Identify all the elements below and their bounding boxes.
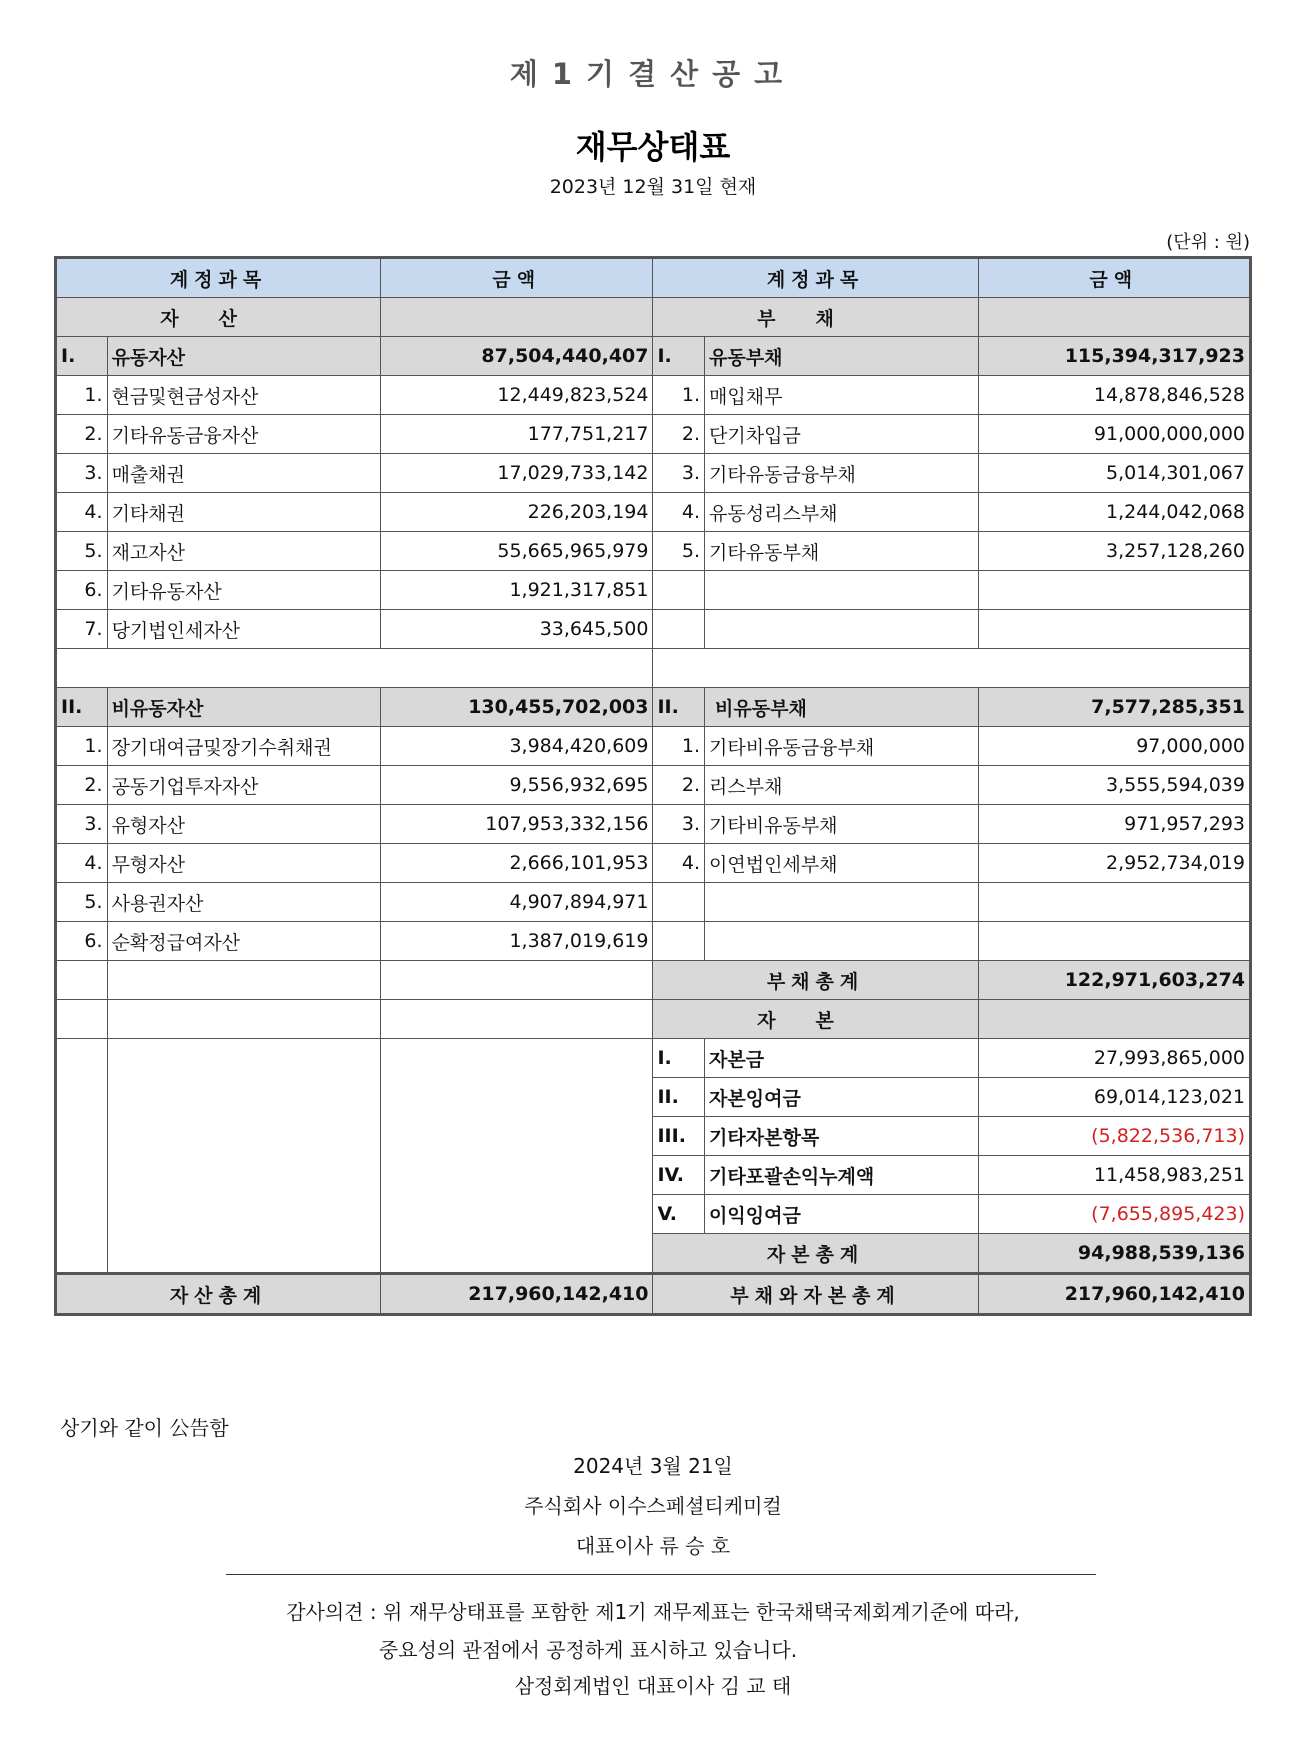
company-name: 주식회사 이수스페셜티케미컬 — [524, 1494, 782, 1518]
liab-current-amount: 115,394,317,923 — [978, 337, 1250, 376]
item-amount: 1,387,019,619 — [381, 922, 653, 961]
table-row — [56, 844, 1251, 883]
equity-total-label: 자본총계 — [653, 1234, 978, 1274]
blank-cell — [56, 1000, 108, 1039]
liabilities-total-row — [56, 961, 1251, 1000]
equity-amount: 69,014,123,021 — [978, 1078, 1250, 1117]
assets-noncurrent-roman: II. — [56, 688, 108, 727]
equity-label: 기타포괄손익누계액 — [705, 1156, 979, 1195]
liab-current-roman: I. — [653, 337, 705, 376]
item-label: 매입채무 — [705, 376, 979, 415]
equity-section-label: 자본 — [653, 1000, 978, 1039]
table-row — [56, 454, 1251, 493]
item-number: 1. — [56, 376, 108, 415]
item-label: 유형자산 — [107, 805, 381, 844]
item-label: 당기법인세자산 — [107, 610, 381, 649]
item-amount: 17,029,733,142 — [381, 454, 653, 493]
blank-cell — [978, 571, 1250, 610]
equity-label: 자본잉여금 — [705, 1078, 979, 1117]
item-label: 기타채권 — [107, 493, 381, 532]
blank-cell — [381, 298, 653, 337]
blank-cell — [978, 298, 1250, 337]
equity-label: 자본금 — [705, 1039, 979, 1078]
assets-total-label: 자산총계 — [56, 1274, 381, 1315]
item-label: 단기차입금 — [705, 415, 979, 454]
blank-cell — [107, 1039, 381, 1274]
item-number: 2. — [653, 766, 705, 805]
item-number: 1. — [653, 376, 705, 415]
blank-cell — [56, 1039, 108, 1274]
assets-section-label: 자산 — [56, 298, 381, 337]
table-row — [56, 532, 1251, 571]
assets-current-amount: 87,504,440,407 — [381, 337, 653, 376]
table-row — [56, 883, 1251, 922]
liabilities-section-label: 부채 — [653, 298, 978, 337]
grand-total-row — [56, 1274, 1251, 1315]
item-amount: 5,014,301,067 — [978, 454, 1250, 493]
header-account-left: 계정과목 — [56, 258, 381, 298]
liab-current-label: 유동부채 — [705, 337, 979, 376]
item-amount: 3,257,128,260 — [978, 532, 1250, 571]
section-row — [56, 298, 1251, 337]
equity-amount: 11,458,983,251 — [978, 1156, 1250, 1195]
header-amount-left: 금액 — [381, 258, 653, 298]
liabilities-total-amount: 122,971,603,274 — [978, 961, 1250, 1000]
item-amount: 3,555,594,039 — [978, 766, 1250, 805]
item-number: 3. — [653, 454, 705, 493]
item-label: 기타유동금융부채 — [705, 454, 979, 493]
blank-cell — [653, 649, 1251, 688]
item-number: 4. — [56, 844, 108, 883]
balance-sheet-table — [54, 256, 1252, 1316]
notice-title: 제1기결산공고 — [509, 57, 797, 91]
item-label: 공동기업투자자산 — [107, 766, 381, 805]
equity-roman: V. — [653, 1195, 705, 1234]
table-row — [56, 610, 1251, 649]
grand-total-label: 부채와자본총계 — [653, 1274, 978, 1315]
item-amount: 1,244,042,068 — [978, 493, 1250, 532]
item-label: 이연법인세부채 — [705, 844, 979, 883]
table-row — [56, 1039, 1251, 1078]
header-account-right: 계정과목 — [653, 258, 978, 298]
equity-amount: 27,993,865,000 — [978, 1039, 1250, 1078]
item-number: 5. — [653, 532, 705, 571]
equity-label: 기타자본항목 — [705, 1117, 979, 1156]
item-amount: 14,878,846,528 — [978, 376, 1250, 415]
document-title: 재무상태표 — [575, 128, 731, 166]
table-row — [56, 376, 1251, 415]
blank-cell — [978, 610, 1250, 649]
blank-cell — [705, 922, 979, 961]
table-row — [56, 805, 1251, 844]
item-amount: 55,665,965,979 — [381, 532, 653, 571]
item-amount: 2,952,734,019 — [978, 844, 1250, 883]
as-of-date: 2023년 12월 31일 현재 — [549, 176, 757, 198]
blank-cell — [381, 1000, 653, 1039]
item-amount: 12,449,823,524 — [381, 376, 653, 415]
item-label: 재고자산 — [107, 532, 381, 571]
assets-noncurrent-label: 비유동자산 — [107, 688, 381, 727]
item-amount: 177,751,217 — [381, 415, 653, 454]
item-label: 순확정급여자산 — [107, 922, 381, 961]
liab-noncurrent-amount: 7,577,285,351 — [978, 688, 1250, 727]
item-amount: 91,000,000,000 — [978, 415, 1250, 454]
ceo-name: 대표이사 류 승 호 — [575, 1534, 731, 1558]
item-number: 5. — [56, 532, 108, 571]
item-amount: 107,953,332,156 — [381, 805, 653, 844]
blank-cell — [653, 922, 705, 961]
item-label: 사용권자산 — [107, 883, 381, 922]
blank-cell — [653, 571, 705, 610]
blank-cell — [107, 961, 381, 1000]
table-header-row — [56, 258, 1251, 298]
item-number: 3. — [56, 454, 108, 493]
item-amount: 1,921,317,851 — [381, 571, 653, 610]
equity-section-row — [56, 1000, 1251, 1039]
notice-date: 2024년 3월 21일 — [573, 1454, 733, 1478]
divider — [226, 1574, 1096, 1575]
table-row — [56, 727, 1251, 766]
item-number: 4. — [653, 844, 705, 883]
item-label: 기타유동부채 — [705, 532, 979, 571]
table-row — [56, 922, 1251, 961]
blank-cell — [705, 883, 979, 922]
unit-label: (단위 : 원) — [1166, 232, 1250, 253]
item-number: 4. — [56, 493, 108, 532]
item-number: 2. — [56, 415, 108, 454]
blank-cell — [653, 610, 705, 649]
current-subtotal-row — [56, 337, 1251, 376]
equity-label: 이익잉여금 — [705, 1195, 979, 1234]
header-amount-right: 금액 — [978, 258, 1250, 298]
audit-opinion-line2: 중요성의 관점에서 공정하게 표시하고 있습니다. — [378, 1638, 798, 1662]
liab-noncurrent-roman: II. — [653, 688, 705, 727]
item-amount: 97,000,000 — [978, 727, 1250, 766]
liabilities-total-label: 부채총계 — [653, 961, 978, 1000]
item-number: 4. — [653, 493, 705, 532]
item-label: 기타비유동금융부채 — [705, 727, 979, 766]
item-number: 3. — [653, 805, 705, 844]
item-amount: 33,645,500 — [381, 610, 653, 649]
item-amount: 4,907,894,971 — [381, 883, 653, 922]
blank-cell — [653, 883, 705, 922]
item-label: 무형자산 — [107, 844, 381, 883]
item-label: 기타비유동부채 — [705, 805, 979, 844]
blank-cell — [56, 649, 653, 688]
item-amount: 971,957,293 — [978, 805, 1250, 844]
assets-current-label: 유동자산 — [107, 337, 381, 376]
item-label: 리스부채 — [705, 766, 979, 805]
item-label: 장기대여금및장기수취채권 — [107, 727, 381, 766]
blank-cell — [381, 961, 653, 1000]
blank-cell — [978, 922, 1250, 961]
table-row — [56, 766, 1251, 805]
item-number: 5. — [56, 883, 108, 922]
blank-cell — [705, 571, 979, 610]
item-label: 기타유동금융자산 — [107, 415, 381, 454]
item-label: 현금및현금성자산 — [107, 376, 381, 415]
noncurrent-subtotal-row — [56, 688, 1251, 727]
item-number: 1. — [653, 727, 705, 766]
blank-cell — [705, 610, 979, 649]
table-row — [56, 493, 1251, 532]
blank-cell — [107, 1000, 381, 1039]
equity-total-amount: 94,988,539,136 — [978, 1234, 1250, 1274]
liab-noncurrent-label: 비유동부채 — [705, 688, 979, 727]
blank-cell — [978, 1000, 1250, 1039]
item-label: 유동성리스부채 — [705, 493, 979, 532]
table-row — [56, 571, 1251, 610]
equity-amount-negative: (5,822,536,713) — [978, 1117, 1250, 1156]
item-amount: 9,556,932,695 — [381, 766, 653, 805]
table-row — [56, 415, 1251, 454]
item-label: 기타유동자산 — [107, 571, 381, 610]
item-number: 2. — [653, 415, 705, 454]
item-number: 1. — [56, 727, 108, 766]
equity-roman: III. — [653, 1117, 705, 1156]
assets-current-roman: I. — [56, 337, 108, 376]
item-number: 7. — [56, 610, 108, 649]
item-amount: 3,984,420,609 — [381, 727, 653, 766]
equity-roman: II. — [653, 1078, 705, 1117]
notice-statement: 상기와 같이 公告함 — [60, 1416, 229, 1440]
auditor-name: 삼정회계법인 대표이사 김 교 태 — [514, 1674, 792, 1698]
item-number: 2. — [56, 766, 108, 805]
item-number: 6. — [56, 922, 108, 961]
item-number: 3. — [56, 805, 108, 844]
item-amount: 226,203,194 — [381, 493, 653, 532]
equity-roman: IV. — [653, 1156, 705, 1195]
item-number: 6. — [56, 571, 108, 610]
grand-total-amount: 217,960,142,410 — [978, 1274, 1250, 1315]
equity-amount-negative: (7,655,895,423) — [978, 1195, 1250, 1234]
assets-total-amount: 217,960,142,410 — [381, 1274, 653, 1315]
spacer-row — [56, 649, 1251, 688]
blank-cell — [978, 883, 1250, 922]
item-label: 매출채권 — [107, 454, 381, 493]
equity-roman: I. — [653, 1039, 705, 1078]
blank-cell — [381, 1039, 653, 1274]
blank-cell — [56, 961, 108, 1000]
assets-noncurrent-amount: 130,455,702,003 — [381, 688, 653, 727]
item-amount: 2,666,101,953 — [381, 844, 653, 883]
audit-opinion-line1: 감사의견 : 위 재무상태표를 포함한 제1기 재무제표는 한국채택국제회계기준에 따라, — [286, 1600, 1020, 1624]
